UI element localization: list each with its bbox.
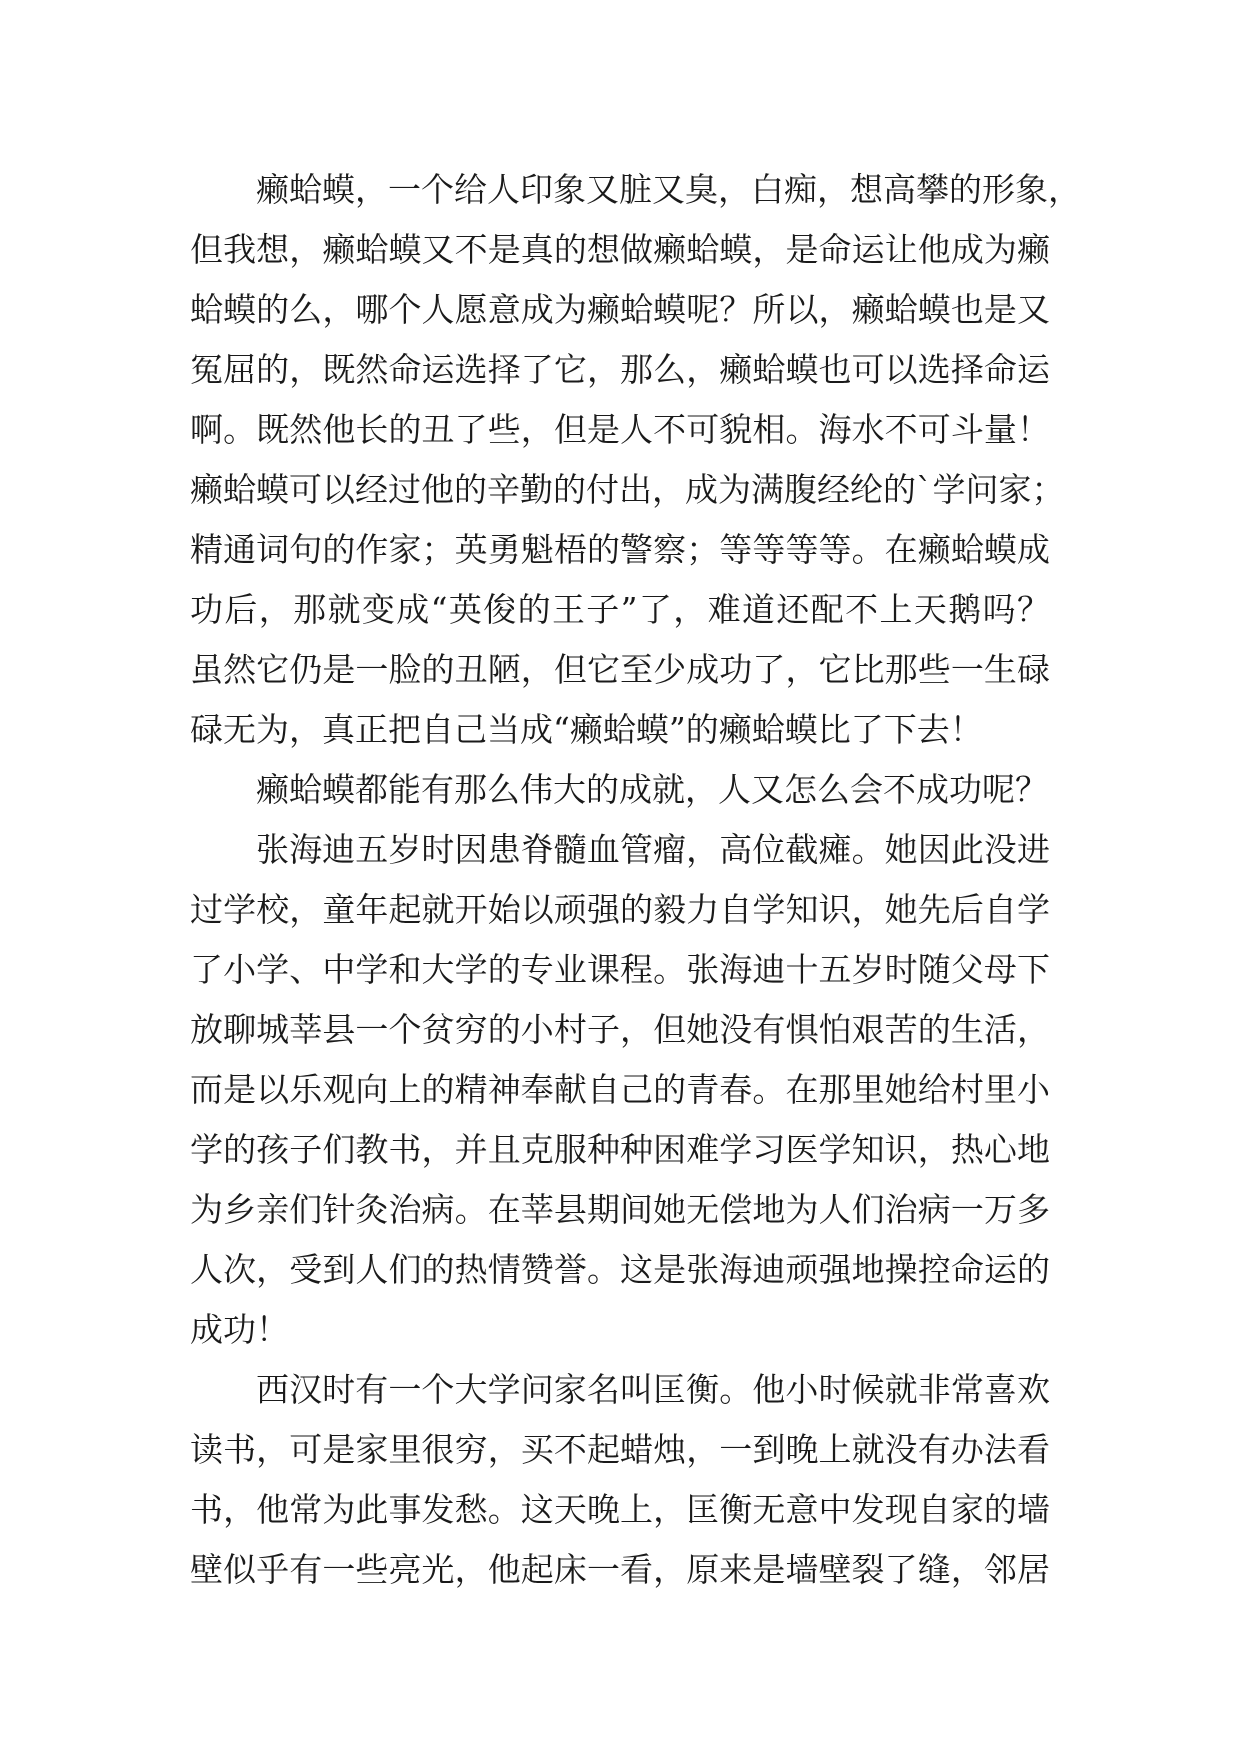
paragraph-3-line-8: 人次，受到人们的热情赞誉。这是张海迪顽强地操控命运的	[190, 1250, 1050, 1289]
paragraph-1-line-6: 癞蛤蟆可以经过他的辛勤的付出，成为满腹经纶的`学问家；	[190, 470, 1065, 509]
essay-body	[190, 160, 1081, 1600]
paragraph-3-line-4: 放聊城莘县一个贫穷的小村子，但她没有惧怕艰苦的生活，	[190, 1010, 1050, 1049]
paragraph-3-line-2: 过学校，童年起就开始以顽强的毅力自学知识，她先后自学	[190, 890, 1050, 929]
paragraph-1-line-1: 癞蛤蟆，一个给人印象又脏又臭，白痴，想高攀的形象，	[256, 170, 1081, 209]
paragraph-4-line-1: 西汉时有一个大学问家名叫匡衡。他小时候就非常喜欢	[256, 1370, 1050, 1409]
paragraph-1-line-3: 蛤蟆的么，哪个人愿意成为癞蛤蟆呢？所以，癞蛤蟆也是又	[190, 290, 1050, 329]
paragraph-4-line-3: 书，他常为此事发愁。这天晚上，匡衡无意中发现自家的墙	[190, 1490, 1050, 1529]
paragraph-1-line-4: 冤屈的，既然命运选择了它，那么，癞蛤蟆也可以选择命运	[190, 350, 1050, 389]
paragraph-1-line-7: 精通词句的作家；英勇魁梧的警察；等等等等。在癞蛤蟆成	[190, 530, 1050, 569]
paragraph-3-line-9: 成功！	[190, 1310, 289, 1349]
paragraph-3-line-6: 学的孩子们教书，并且克服种种困难学习医学知识，热心地	[190, 1130, 1050, 1169]
paragraph-4-line-4: 壁似乎有一些亮光，他起床一看，原来是墙壁裂了缝，邻居	[190, 1550, 1050, 1589]
paragraph-1-line-9: 虽然它仍是一脸的丑陋，但它至少成功了，它比那些一生碌	[190, 650, 1050, 689]
paragraph-2-line-1: 癞蛤蟆都能有那么伟大的成就，人又怎么会不成功呢？	[256, 770, 1048, 809]
paragraph-3-line-1: 张海迪五岁时因患脊髓血管瘤，高位截瘫。她因此没进	[256, 830, 1050, 869]
paragraph-1-line-5: 啊。既然他长的丑了些，但是人不可貌相。海水不可斗量！	[190, 410, 1050, 449]
paragraph-4-line-2: 读书，可是家里很穷，买不起蜡烛，一到晚上就没有办法看	[190, 1430, 1050, 1469]
paragraph-1-line-8: 功后，那就变成“英俊的王子”了，难道还配不上天鹅吗？	[190, 590, 1050, 629]
paragraph-1-line-10: 碌无为，真正把自己当成“癞蛤蟆”的癞蛤蟆比了下去！	[190, 710, 983, 749]
paragraph-1-line-2: 但我想，癞蛤蟆又不是真的想做癞蛤蟆，是命运让他成为癞	[190, 230, 1050, 269]
paragraph-3-line-5: 而是以乐观向上的精神奉献自己的青春。在那里她给村里小	[190, 1070, 1050, 1109]
paragraph-3-line-7: 为乡亲们针灸治病。在莘县期间她无偿地为人们治病一万多	[190, 1190, 1050, 1229]
paragraph-3-line-3: 了小学、中学和大学的专业课程。张海迪十五岁时随父母下	[190, 950, 1050, 989]
